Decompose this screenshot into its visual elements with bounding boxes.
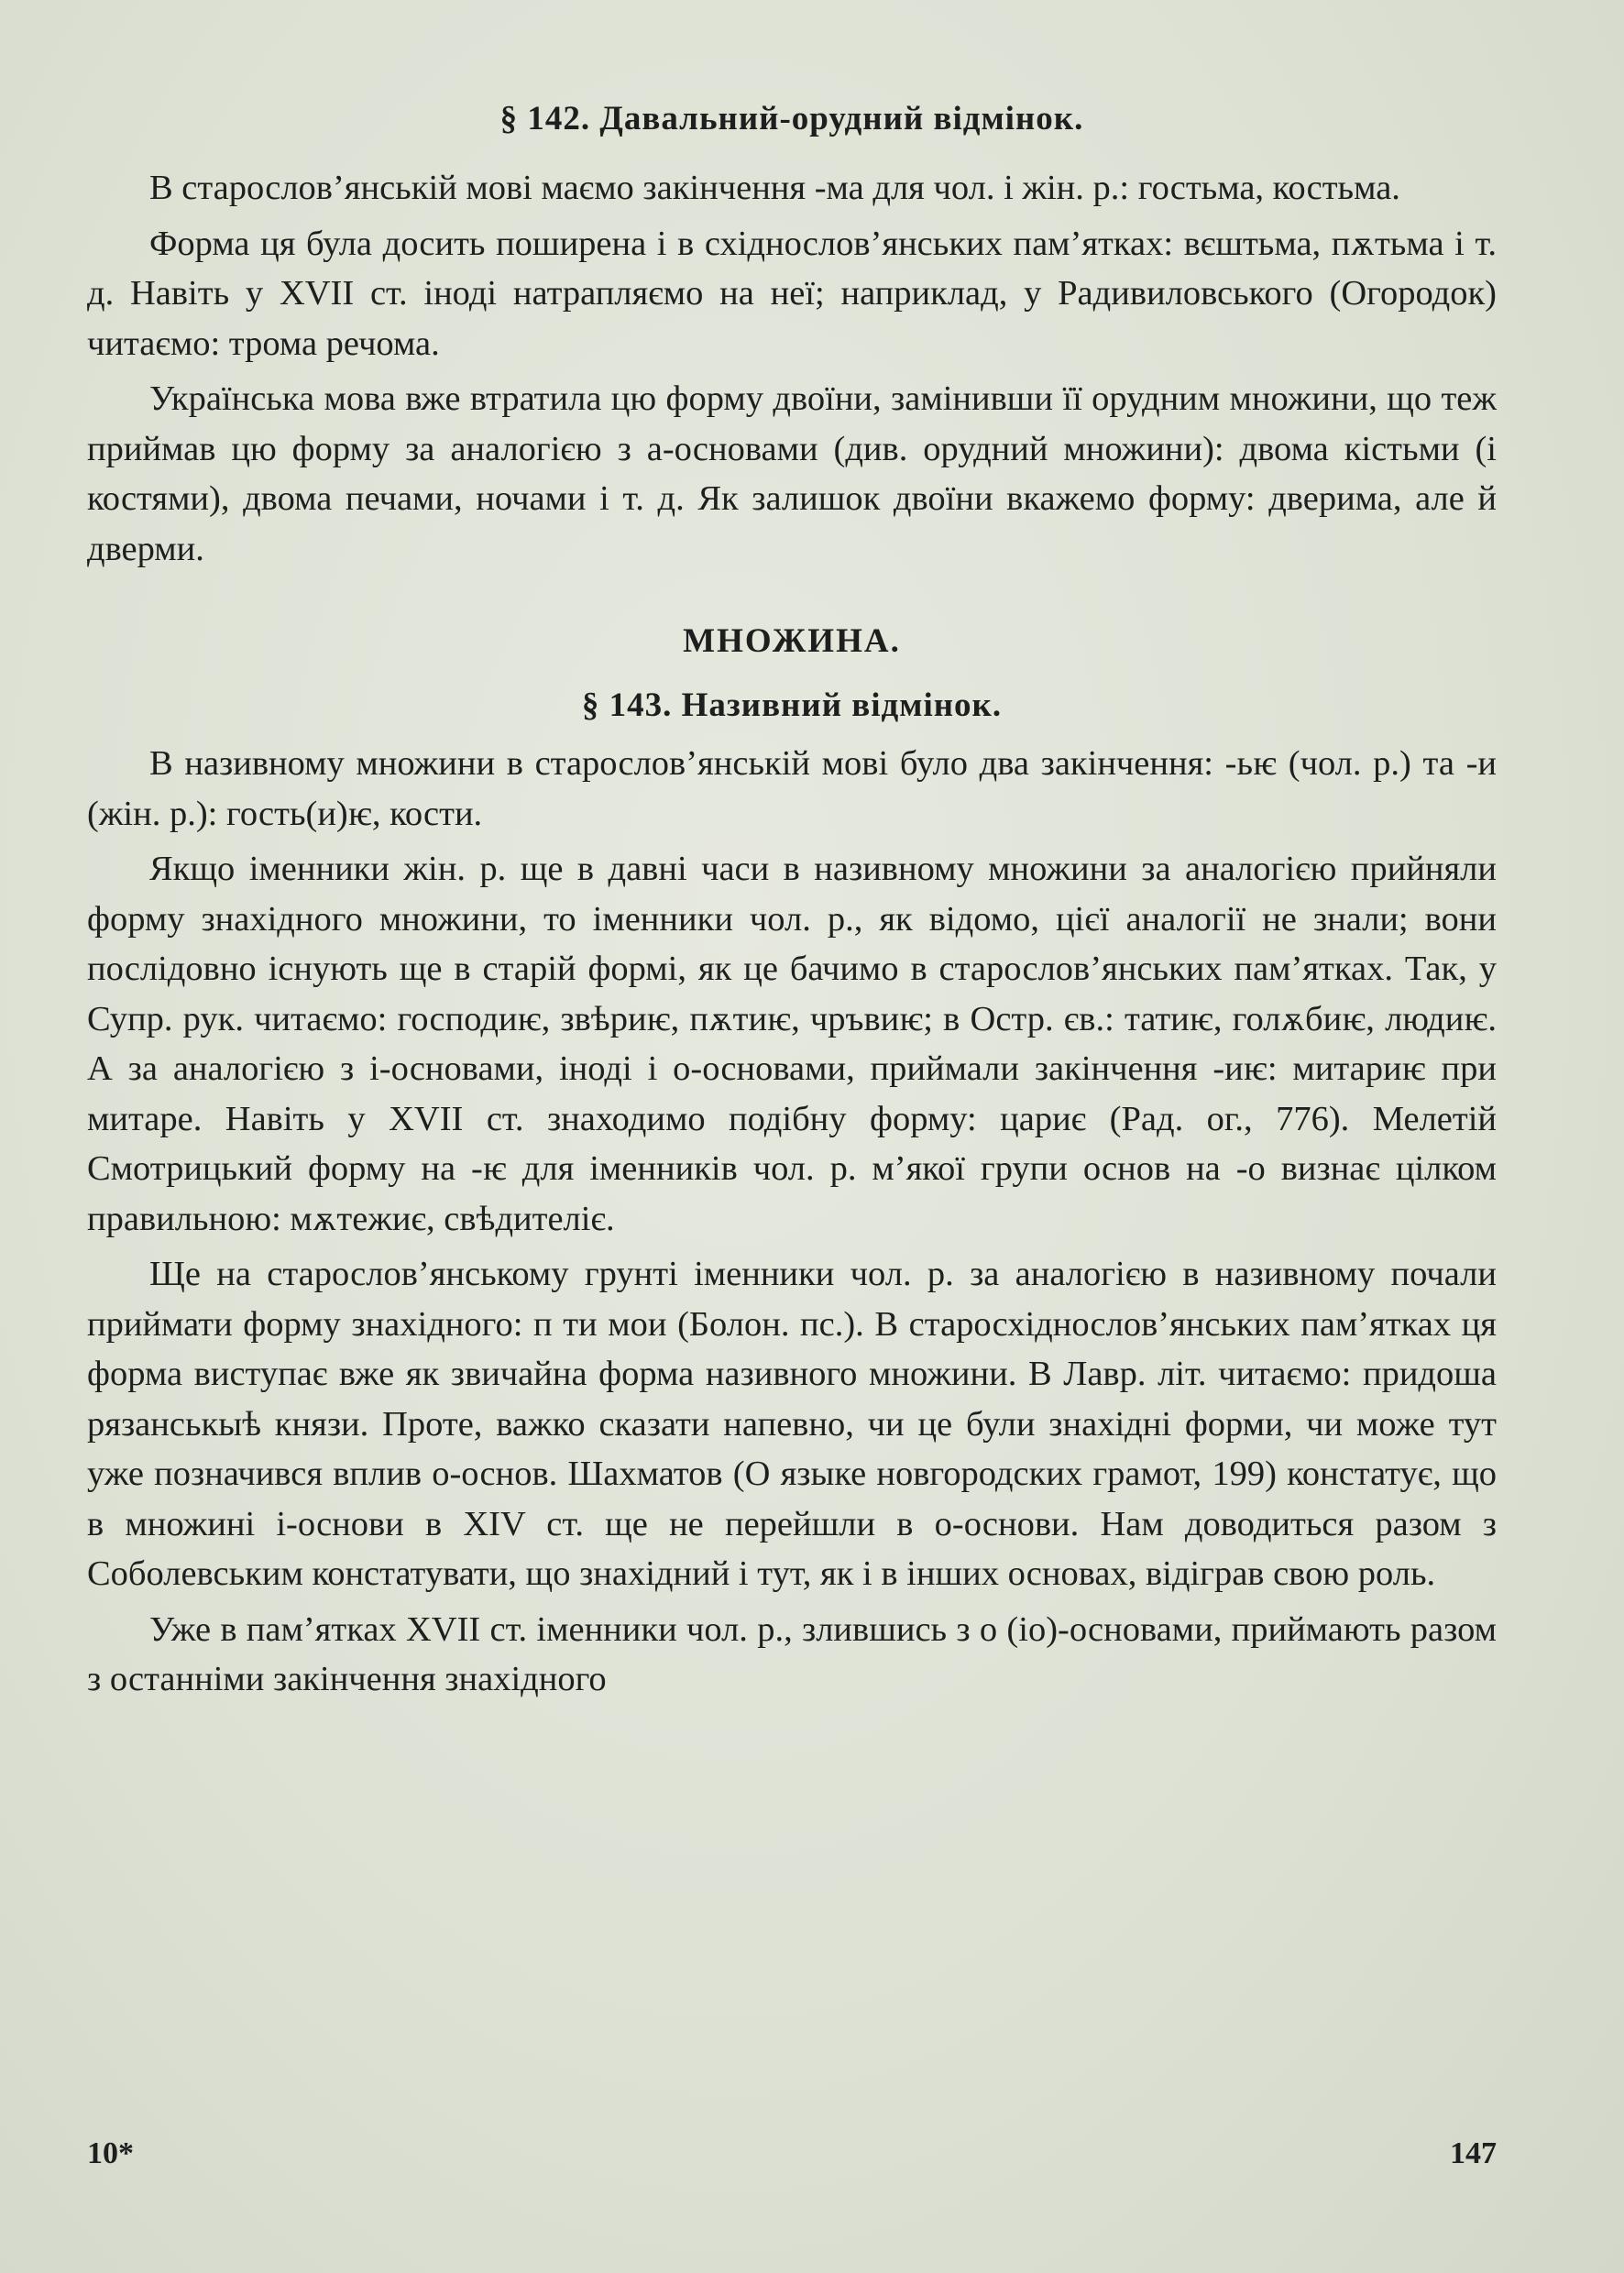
paragraph: Українська мова вже втратила цю форму двоїни, замінивши її орудним множини, що теж приймав цю форму за аналогією з а-основами (див. орудний множини): двома кістьми (і костями), двома печами, ночами і т. д. Як залишок двоїни вкажемо форму: дверима, але й дверми. xyxy=(87,379,1497,568)
paragraph: В називному множини в старослов’янській мові було два закінчення: -ьѥ (чол. р.) та -и (жін. р.): гость(и)ѥ, кости. xyxy=(87,744,1497,833)
paragraph: В старослов’янській мові маємо закінчення -ма для чол. і жін. р.: гостьма, костьма. xyxy=(149,169,1400,207)
page-number: 147 xyxy=(1450,2136,1497,2170)
section-142-heading: § 142. Давальний-орудний відмінок. xyxy=(499,100,1084,137)
section-title-plural: МНОЖИНА. xyxy=(683,622,901,660)
paragraph: Форма ця була досить поширена і в східнослов’янських пам’ятках: вєштьма, пѫтьма і т. д. Навіть у XVII ст. іноді натрапляємо на неї; наприклад, у Радивиловського (Огородок) читаємо: трома речома. xyxy=(87,224,1497,363)
page-content xyxy=(87,92,1497,1705)
paragraph: Якщо іменники жін. р. ще в давні часи в називному множини за аналогією прийняли форму знахідного множини, то іменники чол. р., як відомо, цієї аналогії не знали; вони послідовно існують ще в старій формі, як це бачимо в старослов’янських пам’ятках. Так, у Супр. рук. читаємо: господиѥ, звѣриѥ, пѫтиѥ, чръвиѥ; в Остр. єв.: татиѥ, голѫбиѥ, людиѥ. А за аналогією з і-основами, іноді і о-основами, приймали закінчення -иѥ: митариѥ при митаре. Навіть у XVII ст. знаходимо подібну форму: цариє (Рад. ог., 776). Мелетій Смотрицький форму на -ѥ для іменників чол. р. м’якої групи основ на -о визнає цілком правильною: мѫтежиє, свѣдителіє. xyxy=(87,850,1497,1238)
paragraph: Уже в пам’ятках XVII ст. іменники чол. р., злившись з о (іо)-основами, приймають разом з останніми закінчення знахідного xyxy=(87,1609,1497,1698)
printer-signature: 10* xyxy=(87,2136,134,2170)
paragraph: Ще на старослов’янському грунті іменники чол. р. за аналогією в називному почали приймати форму знахідного: п ти мои (Болон. пс.). В старосхіднослов’янських пам’ятках ця форма виступає вже як звичайна форма називного множини. В Лавр. літ. читаємо: придоша рязанськыѣ князи. Проте, важко сказати напевно, чи це були знахідні форми, чи може тут уже позначився вплив о-основ. Шахматов (О языке новгородских грамот, 199) констатує, що в множині і-основи в XIV ст. ще не перейшли в о-основи. Нам доводиться разом з Соболевським констатувати, що знахідний і тут, як і в інших основах, відіграв свою роль. xyxy=(87,1255,1497,1593)
section-143-heading: § 143. Називний відмінок. xyxy=(581,686,1003,724)
